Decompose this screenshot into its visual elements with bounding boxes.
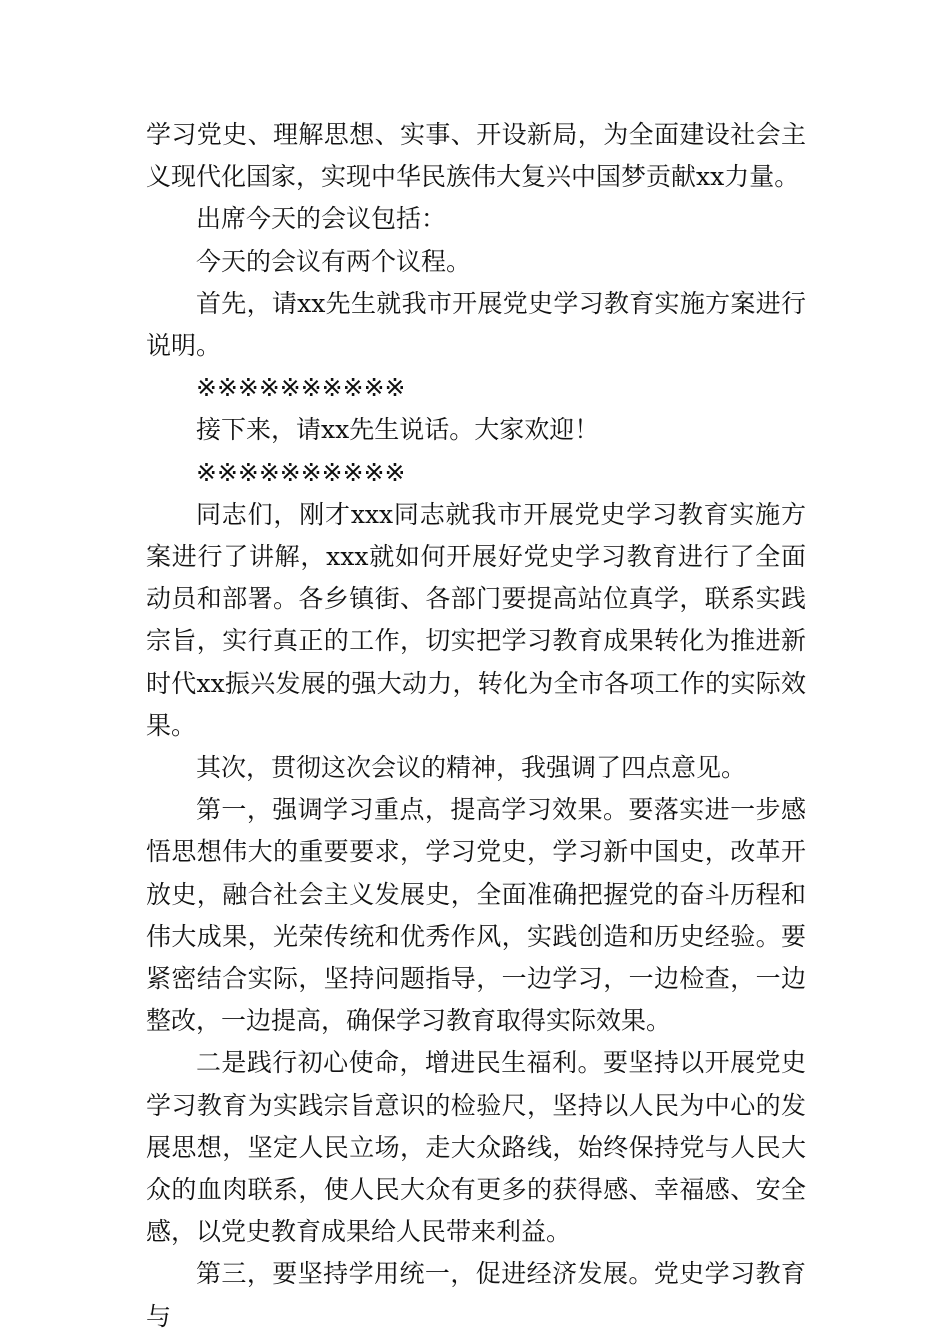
paragraph-point-one: 第一，强调学习重点，提高学习效果。要落实进一步感悟思想伟大的重要要求，学习党史，学习新中国史，改革开放史，融合社会主义发展史，全面准确把握党的奋斗历程和伟大成果，光荣传统和优秀作风，实践创造和历史经验。要紧密结合实际，坚持问题指导，一边学习，一边检查，一边整改，一边提高，确保学习教育取得实际效果。 [146,795,806,1036]
paragraph-next-speaker: 接下来，请xx先生说话。大家欢迎！ [196,415,600,445]
document-body [146,114,806,1338]
paragraph-continuation: 学习党史、理解思想、实事、开设新局，为全面建设社会主义现代化国家，实现中华民族伟大复兴中国梦贡献xx力量。 [146,120,806,192]
paragraph-attendees: 出席今天的会议包括： [196,204,447,234]
separator-line: ※※※※※※※※※※ [196,373,406,403]
paragraph-four-points: 其次，贯彻这次会议的精神，我强调了四点意见。 [196,753,747,783]
paragraph-comrades: 同志们，刚才xxx同志就我市开展党史学习教育实施方案进行了讲解，xxx就如何开展好党史学习教育进行了全面动员和部署。各乡镇街、各部门要提高站位真学，联系实践宗旨，实行真正的工作，切实把学习教育成果转化为推进新时代xx振兴发展的强大动力，转化为全市各项工作的实际效果。 [146,499,806,740]
separator-line: ※※※※※※※※※※ [196,457,406,487]
paragraph-point-three: 第三，要坚持学用统一，促进经济发展。党史学习教育与 [146,1259,806,1331]
paragraph-agenda: 今天的会议有两个议程。 [196,246,472,276]
paragraph-point-two: 二是践行初心使命，增进民生福利。要坚持以开展党史学习教育为实践宗旨意识的检验尺，坚持以人民为中心的发展思想，坚定人民立场，走大众路线，始终保持党与人民大众的血肉联系，使人民大众有更多的获得感、幸福感、安全感，以党史教育成果给人民带来利益。 [146,1048,806,1247]
paragraph-first-item: 首先，请xx先生就我市开展党史学习教育实施方案进行说明。 [146,288,806,361]
